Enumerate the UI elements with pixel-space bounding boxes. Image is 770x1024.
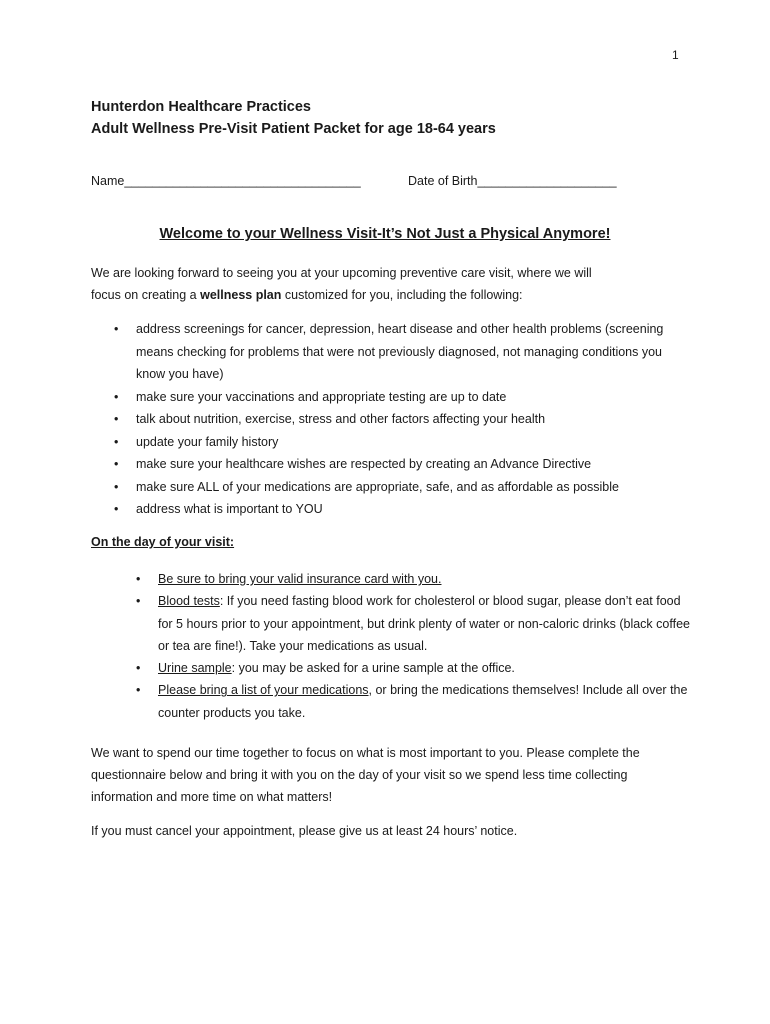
list-item: [136, 590, 691, 657]
intro-line-1: We are looking forward to seeing you at your upcoming preventive care visit, where we will: [91, 266, 592, 280]
intro-line-2: [91, 284, 691, 306]
patient-fields: [91, 174, 617, 188]
medications-text: , or bring the medications themselves! Include all over the counter products you take.: [158, 683, 688, 720]
wellness-plan-bold: wellness plan: [200, 288, 282, 302]
list-item-text: address what is important to YOU: [136, 502, 323, 516]
bullet-icon: •: [136, 661, 141, 676]
list-item: [114, 431, 684, 454]
list-item: [136, 679, 691, 724]
list-item-text: make sure ALL of your medications are appropriate, safe, and as affordable as possible: [136, 479, 619, 494]
urine-sample-text: : you may be asked for a urine sample at the office.: [231, 661, 515, 676]
document-header: [91, 96, 496, 140]
bullet-icon: •: [136, 572, 141, 586]
list-item: [114, 386, 684, 409]
list-item-text: make sure your vaccinations and appropriate testing are up to date: [136, 389, 507, 404]
list-item: [114, 498, 684, 521]
urine-sample-label: Urine sample: [158, 661, 232, 676]
bullet-icon: •: [114, 502, 119, 516]
list-item-text: make sure your healthcare wishes are respected by creating an Advance Directive: [136, 457, 592, 471]
welcome-title: Welcome to your Wellness Visit-It’s Not Just a Physical Anymore!: [159, 226, 611, 242]
list-item: [114, 453, 684, 476]
questionnaire-paragraph: We want to spend our time together to focus on what is most important to you. Please complete the questionnaire below and bring it with you on the day of your visit so we spend less time collecting information and more time on what matters!: [91, 746, 640, 804]
visit-items-list: [136, 568, 691, 724]
list-item: [114, 408, 684, 431]
bullet-icon: •: [136, 594, 141, 609]
visit-day-heading: On the day of your visit:: [91, 535, 235, 549]
bullet-icon: •: [114, 412, 119, 426]
blood-tests-label: Blood tests: [158, 594, 220, 609]
list-item: [136, 657, 691, 679]
medications-label: Please bring a list of your medications: [158, 683, 369, 698]
org-name: Hunterdon Healthcare Practices: [91, 99, 311, 115]
blood-tests-text: : If you need fasting blood work for cholesterol or blood sugar, please don’t eat food for 5 hours prior to your appointment, but drink plenty of water or non-caloric drinks (black coffee or tea are fine!). Take your medications as usual.: [158, 594, 690, 653]
bullet-icon: •: [114, 322, 119, 336]
intro-line-2-end: customized for you, including the following:: [281, 288, 523, 302]
bullet-icon: •: [136, 683, 141, 698]
list-item: [114, 318, 684, 386]
intro-line-2-start: focus on creating a: [91, 288, 201, 302]
name-field[interactable]: Name__________________________________: [91, 174, 361, 188]
intro-paragraph: [91, 262, 691, 306]
packet-title: Adult Wellness Pre-Visit Patient Packet for age 18-64 years: [91, 121, 496, 137]
list-item: [136, 568, 691, 590]
list-item: [114, 476, 684, 499]
cancel-notice: If you must cancel your appointment, please give us at least 24 hours’ notice.: [91, 824, 518, 838]
bullet-icon: •: [114, 434, 119, 449]
bullet-icon: •: [114, 457, 119, 471]
bullet-icon: •: [114, 389, 119, 404]
list-item-text: address screenings for cancer, depression, heart disease and other health problems (screening means checking for problems that were not previously diagnosed, not managing conditions you know you have): [136, 322, 664, 381]
list-item-text: update your family history: [136, 434, 279, 449]
dob-field[interactable]: Date of Birth____________________: [408, 174, 617, 188]
list-item-text: talk about nutrition, exercise, stress and other factors affecting your health: [136, 412, 546, 426]
plan-items-list: [114, 318, 684, 521]
bullet-icon: •: [114, 479, 119, 494]
page-number: 1: [672, 48, 679, 62]
insurance-reminder: Be sure to bring your valid insurance card with you.: [158, 572, 442, 586]
